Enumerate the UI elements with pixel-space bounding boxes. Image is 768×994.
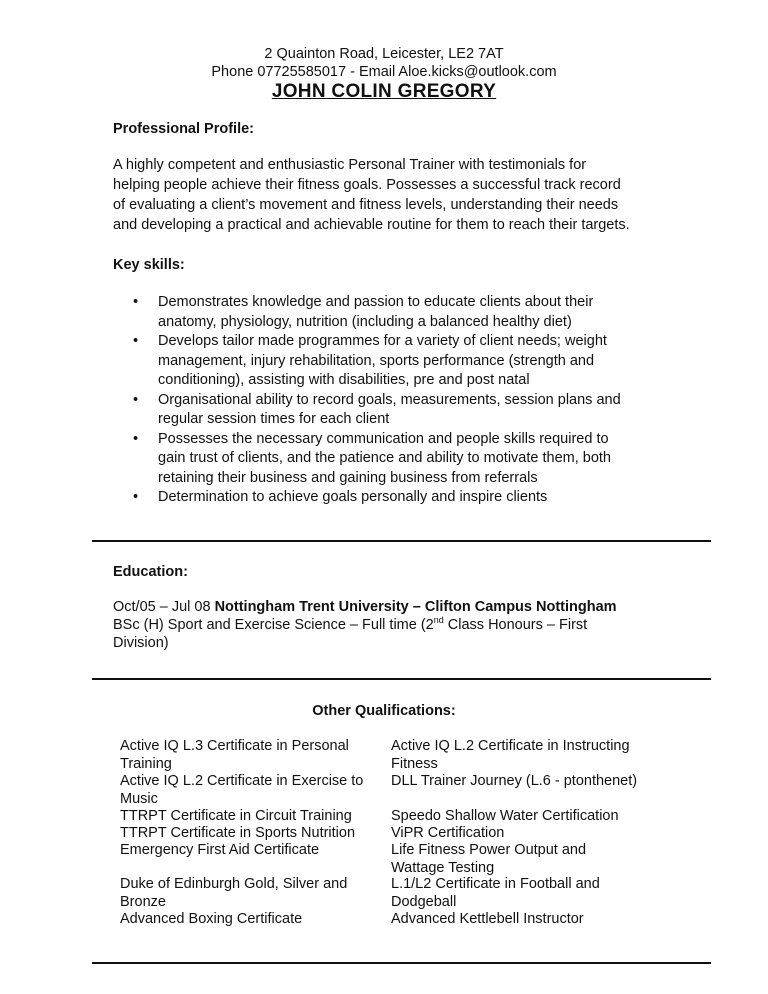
bullet-icon: •: [133, 333, 139, 349]
qualification-line: Speedo Shallow Water Certification: [391, 808, 619, 824]
contact-line: Phone 07725585017 - Email Aloe.kicks@outlook.com: [211, 64, 557, 80]
qualification-line: Life Fitness Power Output and: [391, 842, 587, 858]
qualification-cell: [391, 876, 661, 911]
qualification-cell: [120, 773, 382, 808]
education-heading: Education:: [113, 564, 188, 580]
list-item-line: gain trust of clients, and the patience and ability to motivate them, both: [158, 450, 611, 466]
bullet-icon: •: [133, 391, 139, 408]
qualification-cell: [120, 876, 382, 911]
list-item-line: conditioning), assisting with disabilities, pre and post natal: [158, 372, 530, 388]
qualification-line: Duke of Edinburgh Gold, Silver and: [120, 876, 348, 892]
list-item-line: Develops tailor made programmes for a variety of client needs; weight: [158, 333, 607, 349]
list-item-line: retaining their business and gaining business from referrals: [158, 469, 538, 486]
list-item: [113, 293, 673, 332]
qualification-cell: [120, 911, 382, 929]
skills-list: [113, 293, 673, 508]
qualification-line: DLL Trainer Journey (L.6 - ptonthenet): [391, 773, 638, 789]
qualification-line: L.1/L2 Certificate in Football and: [391, 876, 600, 892]
qualification-cell: [120, 808, 382, 826]
list-item-line: management, injury rehabilitation, sports performance (strength and: [158, 352, 595, 369]
education-dates: Oct/05 – Jul 08: [113, 599, 215, 615]
qualification-line: TTRPT Certificate in Sports Nutrition: [120, 825, 356, 841]
profile-line: and developing a practical and achievable routine for them to reach their targets.: [113, 217, 630, 233]
skills-heading: Key skills:: [113, 257, 185, 273]
qualification-line: TTRPT Certificate in Circuit Training: [120, 808, 352, 824]
section-divider: [92, 540, 711, 542]
qualification-cell: [391, 773, 661, 791]
list-item: [113, 332, 673, 391]
qualification-cell: [120, 825, 382, 843]
bullet-icon: •: [133, 489, 139, 505]
list-item-line: Organisational ability to record goals, measurements, session plans and: [158, 391, 621, 408]
qualification-cell: [391, 825, 661, 843]
qualification-line: Emergency First Aid Certificate: [120, 842, 320, 858]
qualification-cell: [391, 842, 661, 877]
qualification-line: Training: [120, 755, 172, 772]
list-item-line: regular session times for each client: [158, 411, 390, 427]
qualification-line: Music: [120, 790, 158, 807]
qualification-line: Bronze: [120, 893, 166, 910]
list-item: [113, 430, 673, 489]
qualification-cell: [391, 911, 661, 929]
qualifications-heading: Other Qualifications:: [312, 703, 456, 719]
qualification-line: Advanced Boxing Certificate: [120, 911, 303, 927]
candidate-name: JOHN COLIN GREGORY: [271, 81, 497, 102]
section-divider: [92, 678, 711, 680]
list-item-line: anatomy, physiology, nutrition (including a balanced healthy diet): [158, 313, 572, 330]
degree-text-end: Class Honours – First: [443, 617, 588, 633]
degree-superscript: nd: [433, 615, 444, 626]
qualification-line: ViPR Certification: [391, 825, 505, 841]
address-line: 2 Quainton Road, Leicester, LE2 7AT: [264, 46, 504, 62]
qualification-line: Active IQ L.3 Certificate in Personal: [120, 738, 349, 754]
profile-line: A highly competent and enthusiastic Personal Trainer with testimonials for: [113, 157, 587, 173]
list-item: [113, 391, 673, 430]
qualification-line: Dodgeball: [391, 893, 457, 910]
profile-heading: Professional Profile:: [113, 121, 255, 137]
education-entry: [113, 598, 653, 652]
qualification-cell: [391, 808, 661, 826]
list-item-line: Determination to achieve goals personally and inspire clients: [158, 489, 548, 505]
qualification-line: Advanced Kettlebell Instructor: [391, 911, 584, 927]
profile-line: of evaluating a client’s movement and fitness levels, understanding their needs: [113, 197, 619, 213]
bullet-icon: •: [133, 294, 139, 310]
qualification-line: Wattage Testing: [391, 859, 495, 876]
degree-text: BSc (H) Sport and Exercise Science – Full time (2: [113, 617, 434, 633]
profile-text: [113, 155, 673, 235]
qualification-cell: [391, 738, 661, 773]
education-institution: Nottingham Trent University – Clifton Campus Nottingham: [214, 599, 617, 615]
section-divider: [92, 962, 711, 964]
qualification-line: Fitness: [391, 755, 438, 772]
list-item-line: Demonstrates knowledge and passion to educate clients about their: [158, 294, 594, 310]
qualification-cell: [120, 738, 382, 773]
list-item-line: Possesses the necessary communication and people skills required to: [158, 430, 609, 447]
education-degree-line: [113, 616, 653, 634]
profile-line: helping people achieve their fitness goals. Possesses a successful track record: [113, 177, 621, 193]
qualification-line: Active IQ L.2 Certificate in Instructing: [391, 738, 630, 754]
education-degree-line-2: Division): [113, 635, 169, 651]
list-item: [113, 488, 673, 508]
qualification-cell: [120, 842, 382, 860]
education-title-line: [113, 598, 653, 616]
qualification-line: Active IQ L.2 Certificate in Exercise to: [120, 773, 364, 789]
bullet-icon: •: [133, 430, 139, 447]
